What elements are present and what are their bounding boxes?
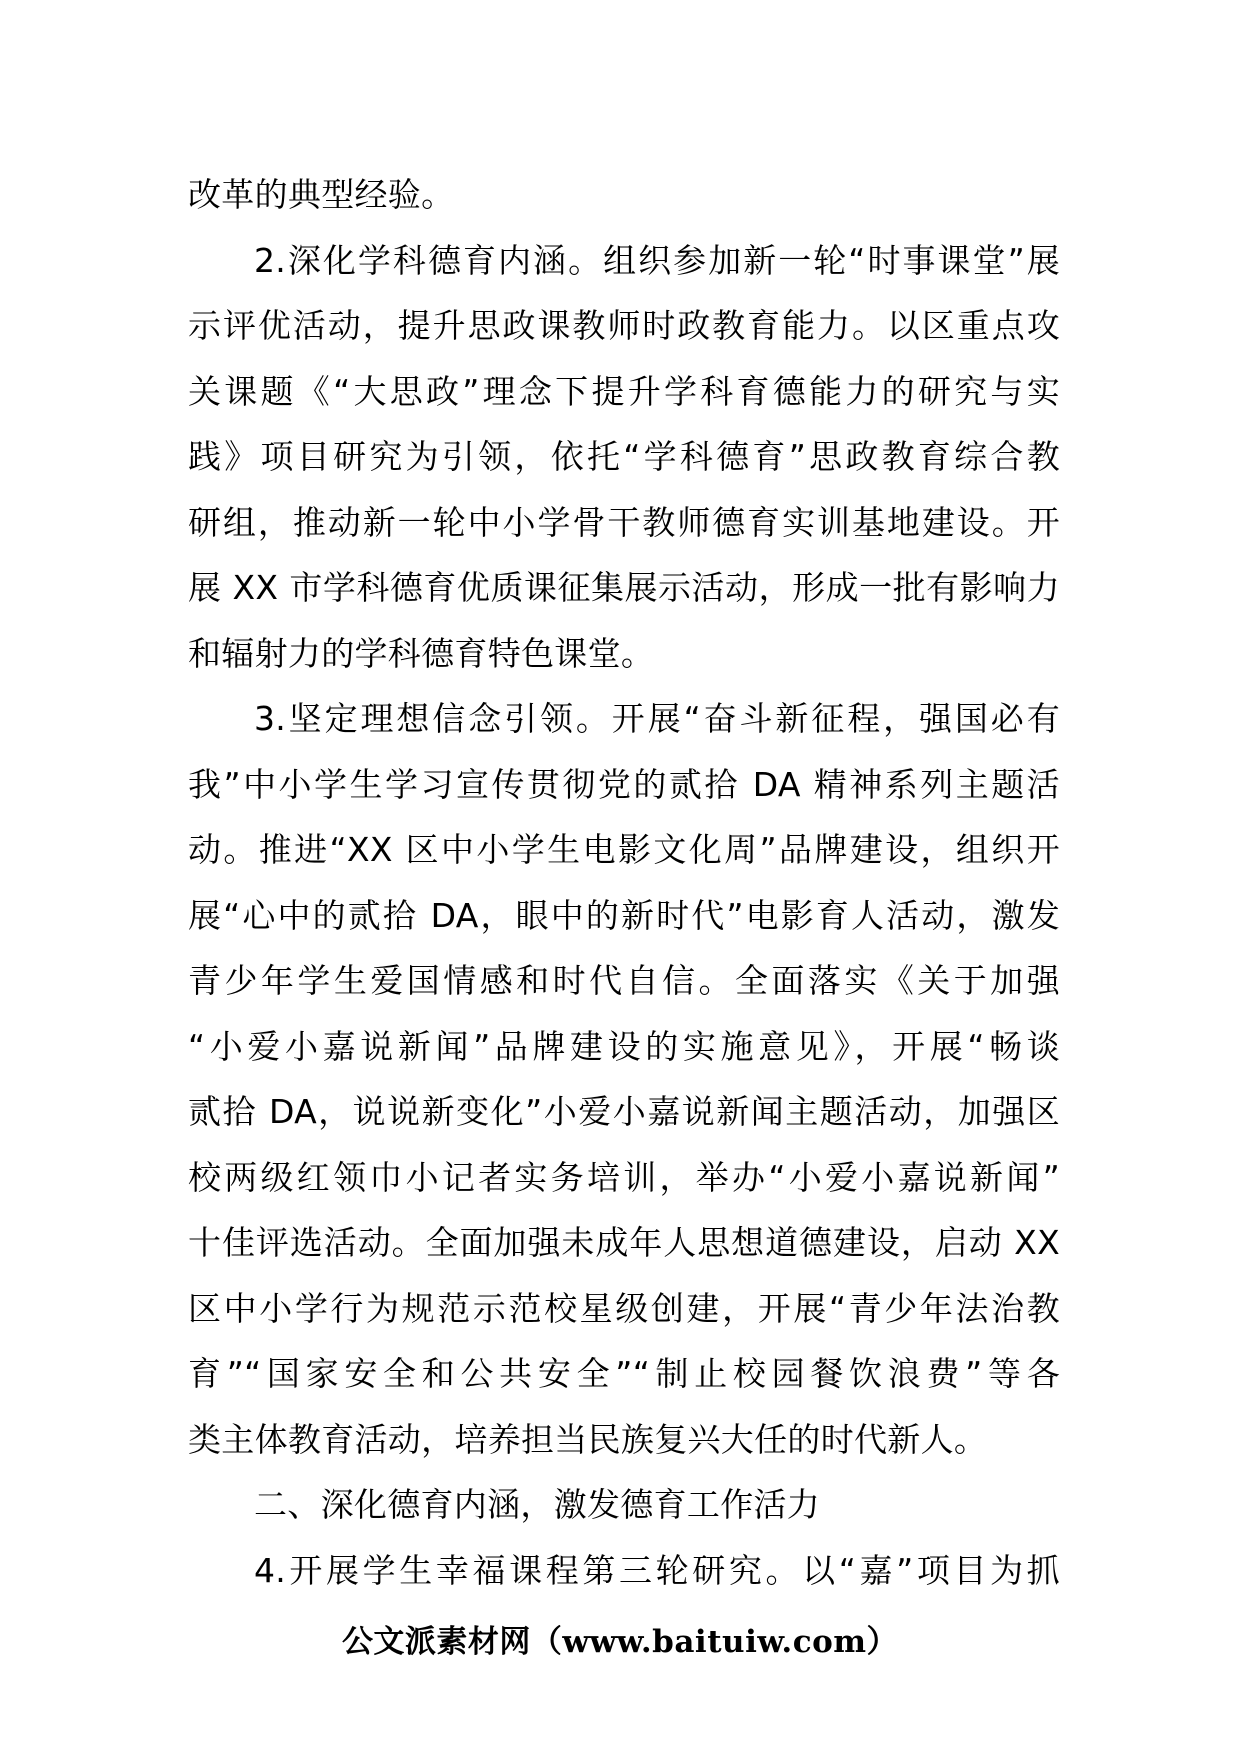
text-line: 践》项目研究为引领，依托“学科德育”思政教育综合教 <box>188 437 1060 476</box>
text-line: 示评优活动，提升思政课教师时政教育能力。以区重点攻 <box>188 306 1060 345</box>
footer-watermark: 公文派素材网（www.baituiw.com） <box>341 1624 899 1660</box>
text-line: 关课题《“大思政”理念下提升学科育德能力的研究与实 <box>188 371 1060 411</box>
text-line: 3.坚定理想信念引领。开展“奋斗新征程，强国必有 <box>254 699 1060 738</box>
text-line: 展“心中的贰拾 DA，眼中的新时代”电影育人活动，激发 <box>188 895 1060 935</box>
text-line: 贰拾 DA，说说新变化”小爱小嘉说新闻主题活动，加强区 <box>188 1092 1060 1131</box>
text-line: 4.开展学生幸福课程第三轮研究。以“嘉”项目为抓 <box>254 1550 1060 1590</box>
text-line: 校两级红领巾小记者实务培训，举办“小爱小嘉说新闻” <box>188 1157 1060 1197</box>
text-line: 育”“国家安全和公共安全”“制止校园餐饮浪费”等各 <box>188 1354 1060 1393</box>
text-line: 区中小学行为规范示范校星级创建，开展“青少年法治教 <box>188 1288 1060 1328</box>
document-body <box>188 162 1060 1603</box>
text-line: 研组，推动新一轮中小学骨干教师德育实训基地建设。开 <box>188 502 1060 542</box>
text-line: 十佳评选活动。全面加强未成年人思想道德建设，启动 XX <box>188 1223 1060 1262</box>
text-line: 我”中小学生学习宣传贯彻党的贰拾 DA 精神系列主题活 <box>188 764 1060 804</box>
text-line: 展 XX 市学科德育优质课征集展示活动，形成一批有影响力 <box>188 568 1060 607</box>
text-line: 和辐射力的学科德育特色课堂。 <box>188 633 655 673</box>
text-line: 类主体教育活动，培养担当民族复兴大任的时代新人。 <box>188 1419 988 1459</box>
text-line: 改革的典型经验。 <box>188 175 455 214</box>
text-line: 动。推进“XX 区中小学生电影文化周”品牌建设，组织开 <box>188 830 1060 869</box>
text-line: 青少年学生爱国情感和时代自信。全面落实《关于加强 <box>188 961 1060 1000</box>
text-line: “小爱小嘉说新闻”品牌建设的实施意见》，开展“畅谈 <box>188 1026 1060 1066</box>
section-heading: 二、深化德育内涵，激发德育工作活力 <box>254 1485 821 1524</box>
text-line: 2.深化学科德育内涵。组织参加新一轮“时事课堂”展 <box>254 240 1060 280</box>
